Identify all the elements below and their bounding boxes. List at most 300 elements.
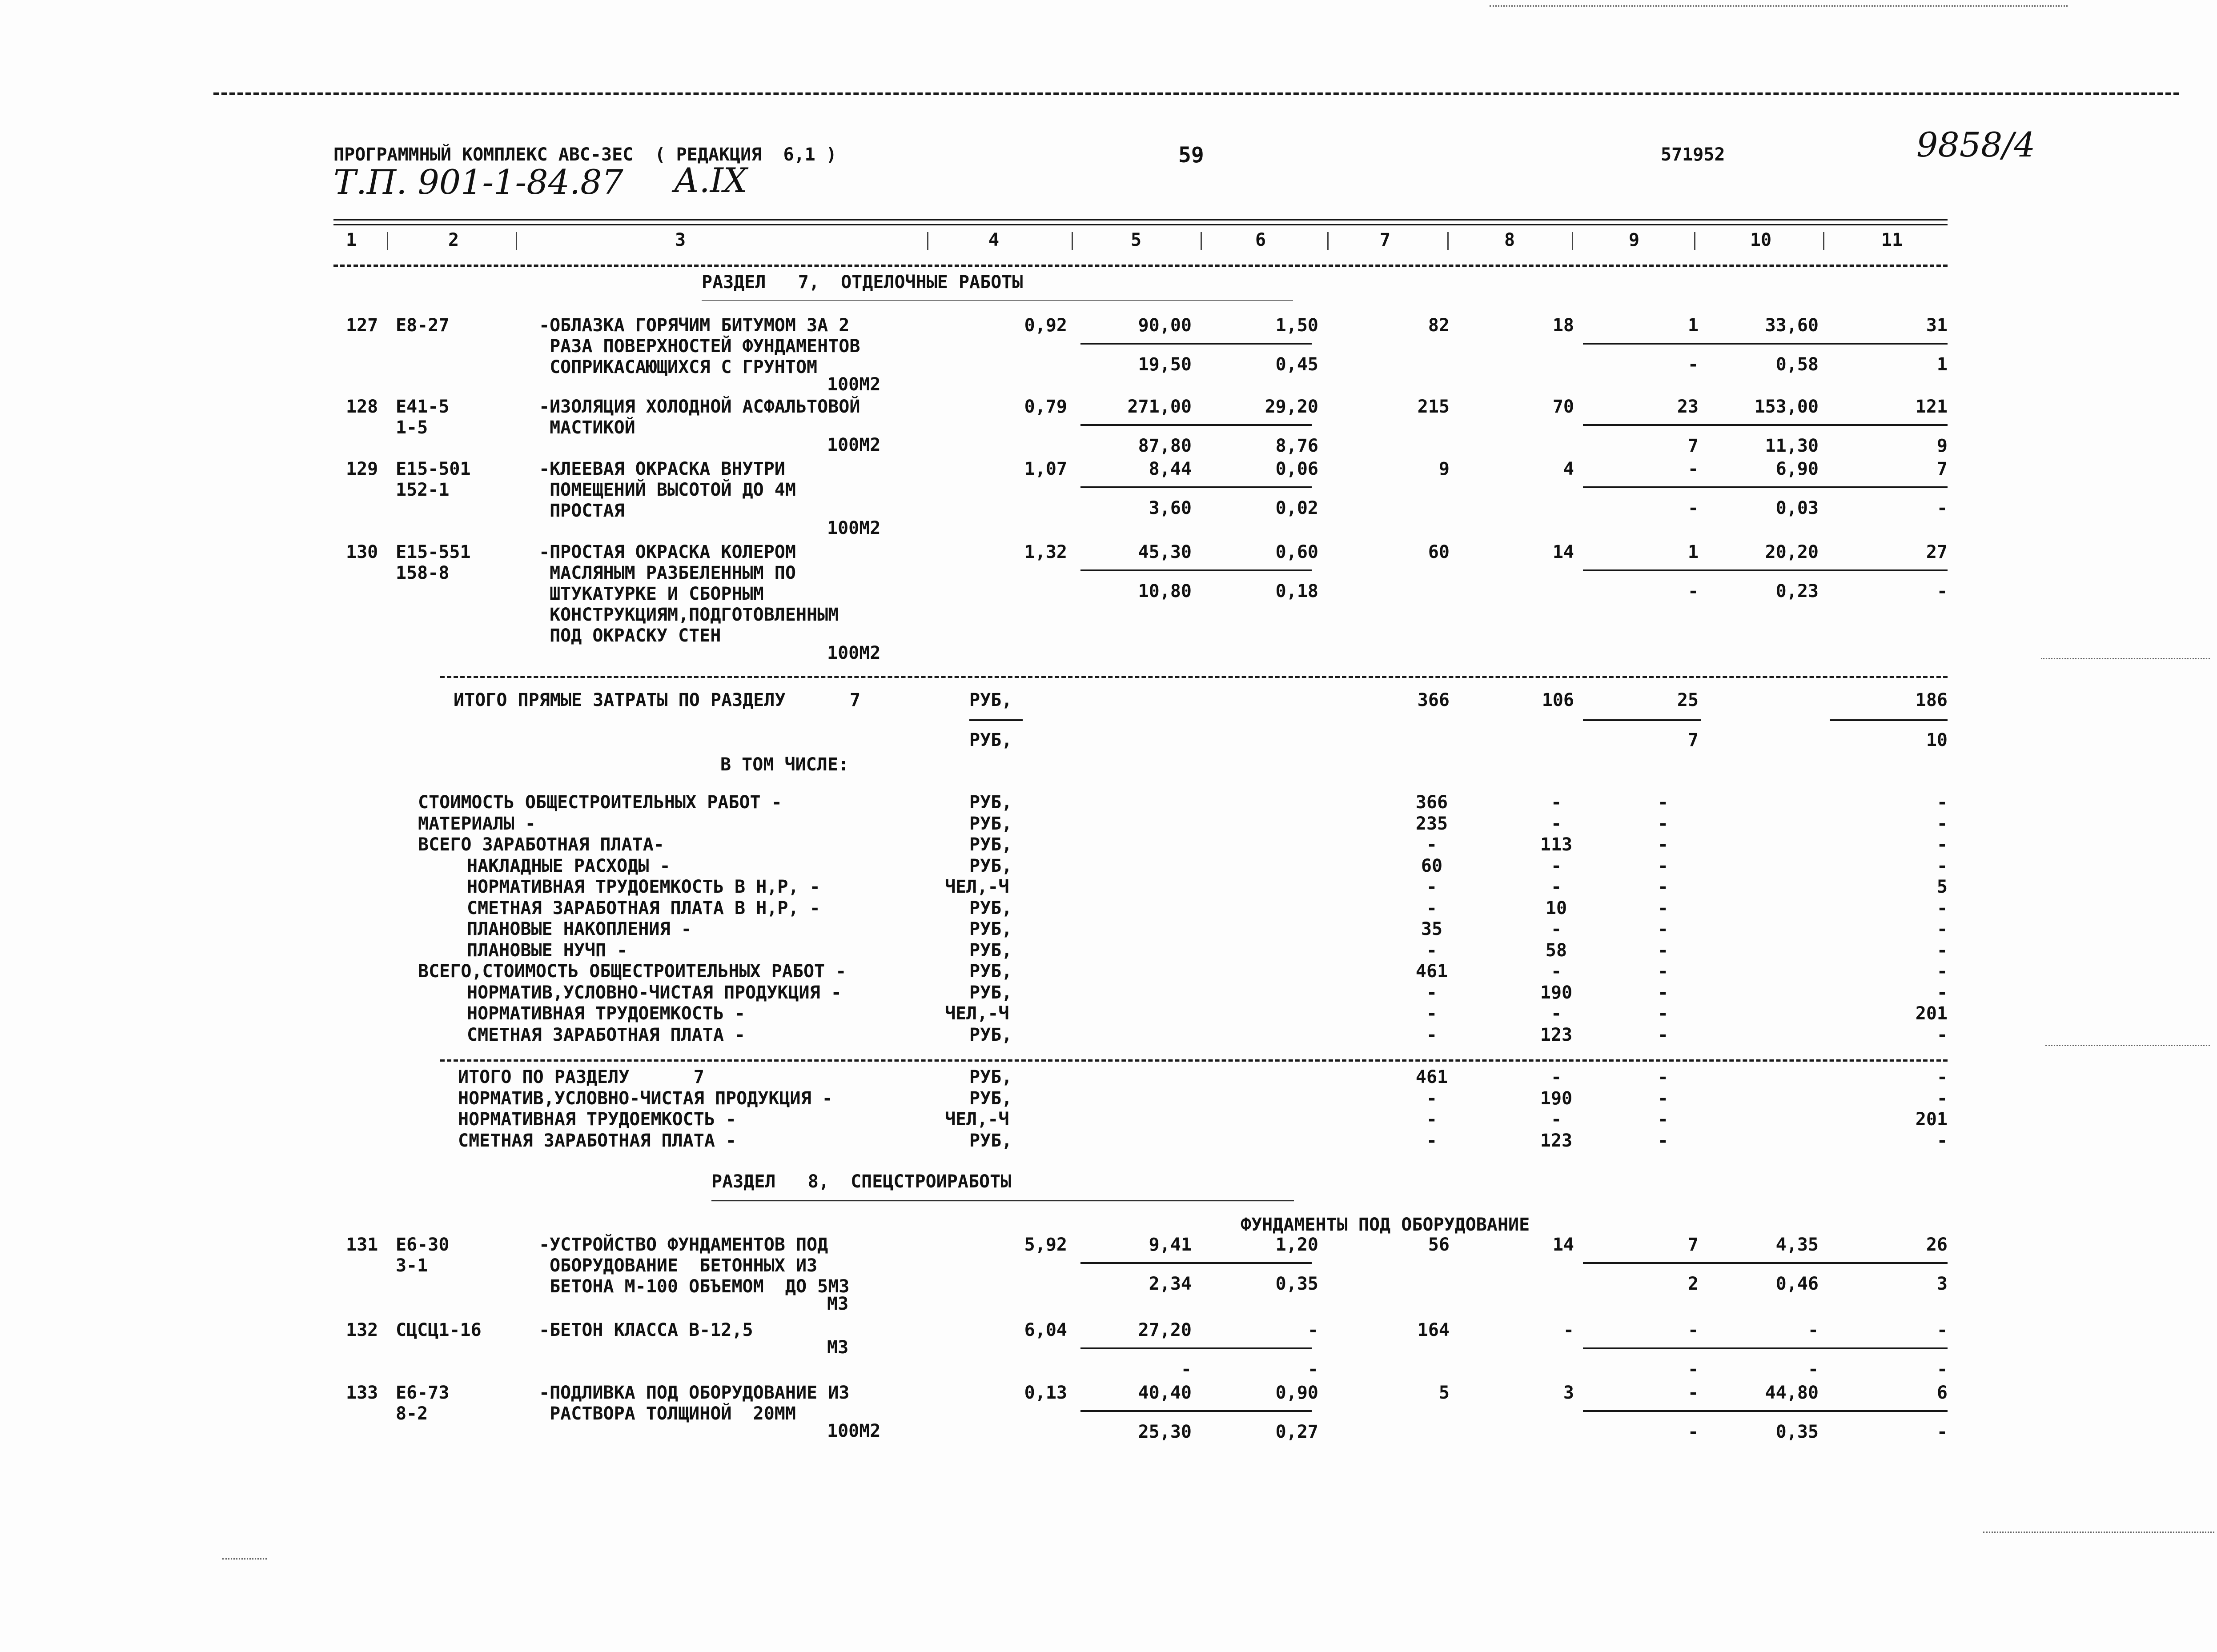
item-133-c8: 3	[1563, 1383, 1574, 1403]
item-132-c10b: -	[1807, 1359, 1819, 1379]
breakdown-col11: -	[1936, 982, 1948, 1003]
table-top-rule	[333, 219, 1948, 221]
item-unit: М3	[827, 1337, 849, 1358]
item-description: -КЛЕЕВАЯ ОКРАСКА ВНУТРИ	[539, 459, 785, 479]
breakdown-label: МАТЕРИАЛЫ -	[418, 813, 536, 834]
breakdown-unit: РУБ,	[969, 919, 1012, 939]
totals-col8: 123	[1540, 1130, 1573, 1151]
column-separator	[1694, 232, 1695, 250]
breakdown-col7: 235	[1415, 813, 1448, 834]
item-129-c7: 9	[1438, 459, 1450, 479]
item-127-c5b: 19,50	[1138, 354, 1192, 375]
breakdown-col11: 5	[1936, 877, 1948, 897]
item-code: 1-5	[396, 417, 428, 438]
totals-label: СМЕТНАЯ ЗАРАБОТНАЯ ПЛАТА -	[458, 1130, 737, 1151]
item-127-c8: 18	[1552, 315, 1574, 336]
section-7-title: РАЗДЕЛ 7, ОТДЕЛОЧНЫЕ РАБОТЫ	[702, 272, 1023, 293]
item-131-c5a: 9,41	[1149, 1235, 1192, 1255]
item-129-c10a: 6,90	[1775, 459, 1819, 479]
item-code: Е8-27	[396, 315, 450, 336]
item-description: БЕТОНА М-100 ОБЪЕМОМ ДО 5М3	[539, 1276, 850, 1297]
item-description: КОНСТРУКЦИЯМ,ПОДГОТОВЛЕННЫМ	[539, 605, 839, 625]
column-separator	[387, 232, 388, 250]
breakdown-col11: 201	[1915, 1003, 1948, 1024]
item-code: 3-1	[396, 1255, 428, 1276]
scan-artifact	[1983, 1532, 2214, 1533]
item-sub-rule	[1583, 569, 1948, 571]
item-128-c4: 0,79	[1024, 397, 1067, 417]
column-separator	[1201, 232, 1202, 250]
direct-costs-col11: 186	[1915, 690, 1948, 710]
item-132-c6b: -	[1307, 1359, 1318, 1379]
page-number: 59	[1178, 143, 1204, 168]
item-unit: 100М2	[827, 643, 881, 663]
breakdown-col7: 35	[1421, 919, 1443, 939]
breakdown-col8: -	[1550, 855, 1562, 876]
item-description: ОБОРУДОВАНИЕ БЕТОННЫХ ИЗ	[539, 1255, 818, 1276]
totals-col8: 190	[1540, 1088, 1573, 1109]
breakdown-col9: -	[1657, 919, 1669, 939]
item-132-c5b: -	[1181, 1359, 1192, 1379]
totals-col7: 461	[1415, 1067, 1448, 1087]
item-description: -ОБЛАЗКА ГОРЯЧИМ БИТУМОМ ЗА 2	[539, 315, 850, 336]
column-separator	[927, 232, 928, 250]
column-separator	[1572, 232, 1573, 250]
breakdown-unit: РУБ,	[969, 813, 1012, 834]
breakdown-col8: -	[1550, 877, 1562, 897]
handwritten-album: А.IX	[674, 160, 747, 200]
breakdown-col9: -	[1657, 898, 1669, 918]
item-description: -БЕТОН КЛАССА В-12,5	[539, 1320, 753, 1340]
item-129-c9a: -	[1687, 459, 1699, 479]
item-number: 129	[346, 459, 378, 479]
item-description: ШТУКАТУРКЕ И СБОРНЫМ	[539, 584, 764, 604]
column-header-8: 8	[1504, 230, 1515, 250]
item-128-c10b: 11,30	[1765, 436, 1819, 456]
item-code: Е15-551	[396, 542, 471, 562]
breakdown-label: НАКЛАДНЫЕ РАСХОДЫ -	[467, 855, 671, 876]
breakdown-unit: РУБ,	[969, 834, 1012, 855]
column-header-3: 3	[675, 230, 686, 250]
breakdown-col7: -	[1426, 1024, 1438, 1045]
column-separator	[516, 232, 517, 250]
breakdown-col7: 366	[1415, 792, 1448, 813]
item-number: 130	[346, 542, 378, 562]
breakdown-label: СТОИМОСТЬ ОБЩЕСТРОИТЕЛЬНЫХ РАБОТ -	[418, 792, 782, 813]
direct-costs-unit: РУБ,	[969, 690, 1012, 710]
item-code: Е6-30	[396, 1235, 450, 1255]
breakdown-col11: -	[1936, 792, 1948, 813]
item-128-c9b: 7	[1687, 436, 1699, 456]
breakdown-label: НОРМАТИВНАЯ ТРУДОЕМКОСТЬ В Н,Р, -	[467, 877, 820, 897]
item-number: 132	[346, 1320, 378, 1340]
item-129-c10b: 0,03	[1775, 498, 1819, 518]
item-sub-rule	[1583, 486, 1948, 488]
scan-artifact	[2045, 1045, 2210, 1046]
item-131-c4: 5,92	[1024, 1235, 1067, 1255]
item-131-c7: 56	[1428, 1235, 1450, 1255]
column-header-11: 11	[1881, 230, 1903, 250]
item-128-c11b: 9	[1936, 436, 1948, 456]
item-sub-rule	[1080, 569, 1312, 571]
item-sub-rule	[1080, 424, 1312, 426]
breakdown-label: НОРМАТИВ,УСЛОВНО-ЧИСТАЯ ПРОДУКЦИЯ -	[467, 982, 842, 1003]
breakdown-col11: -	[1936, 855, 1948, 876]
item-unit: 100М2	[827, 435, 881, 455]
totals-col9: -	[1657, 1088, 1669, 1109]
breakdown-col9: -	[1657, 961, 1669, 982]
column-header-2: 2	[448, 230, 459, 250]
item-130-c9b: -	[1687, 581, 1699, 601]
column-header-rule	[333, 265, 1948, 267]
breakdown-col8: 190	[1540, 982, 1573, 1003]
breakdown-col9: -	[1657, 982, 1669, 1003]
item-127-c10a: 33,60	[1765, 315, 1819, 336]
item-description: РАСТВОРА ТОЛЩИНОЙ 20ММ	[539, 1403, 796, 1424]
breakdown-col11: -	[1936, 940, 1948, 961]
item-number: 131	[346, 1235, 378, 1255]
item-130-c6a: 0,60	[1275, 542, 1318, 562]
item-129-c5a: 8,44	[1149, 459, 1192, 479]
item-129-c11b: -	[1936, 498, 1948, 518]
item-127-c6b: 0,45	[1275, 354, 1318, 375]
item-130-c10b: 0,23	[1775, 581, 1819, 601]
totals-unit: РУБ,	[969, 1088, 1012, 1109]
section-8-subtitle: ФУНДАМЕНТЫ ПОД ОБОРУДОВАНИЕ	[1241, 1215, 1530, 1235]
breakdown-col8: 58	[1545, 940, 1567, 961]
item-code: 158-8	[396, 563, 450, 583]
breakdown-col7: -	[1426, 898, 1438, 918]
item-code: 152-1	[396, 480, 450, 500]
direct-costs-col8: 106	[1542, 690, 1574, 710]
item-131-c10b: 0,46	[1775, 1274, 1819, 1294]
breakdown-col9: -	[1657, 1003, 1669, 1024]
breakdown-col7: -	[1426, 940, 1438, 961]
scan-artifact	[222, 1558, 267, 1560]
breakdown-label: ПЛАНОВЫЕ НУЧП -	[467, 940, 628, 961]
item-133-c4: 0,13	[1024, 1383, 1067, 1403]
totals-col11: 201	[1915, 1109, 1948, 1130]
breakdown-col8: 10	[1545, 898, 1567, 918]
breakdown-unit: РУБ,	[969, 961, 1012, 982]
item-131-c6a: 1,20	[1275, 1235, 1318, 1255]
section-8-title: РАЗДЕЛ 8, СПЕЦСТРОИРАБОТЫ	[711, 1171, 1012, 1192]
document-code: 571952	[1661, 144, 1725, 165]
totals-col9: -	[1657, 1130, 1669, 1151]
item-130-c10a: 20,20	[1765, 542, 1819, 562]
breakdown-col7: -	[1426, 982, 1438, 1003]
column-header-4: 4	[988, 230, 1000, 250]
item-132-c7: 164	[1417, 1320, 1450, 1340]
item-128-c6b: 8,76	[1275, 436, 1318, 456]
totals-col9: -	[1657, 1109, 1669, 1130]
item-132-c8: -	[1563, 1320, 1574, 1340]
breakdown-col9: -	[1657, 855, 1669, 876]
breakdown-col11: -	[1936, 1024, 1948, 1045]
item-description: -УСТРОЙСТВО ФУНДАМЕНТОВ ПОД	[539, 1235, 828, 1255]
breakdown-col7: 461	[1415, 961, 1448, 982]
item-description: -ПРОСТАЯ ОКРАСКА КОЛЕРОМ	[539, 542, 796, 562]
totals-col8: -	[1550, 1109, 1562, 1130]
breakdown-col8: -	[1550, 919, 1562, 939]
totals-unit: РУБ,	[969, 1067, 1012, 1087]
item-129-c8: 4	[1563, 459, 1574, 479]
totals-col11: -	[1936, 1067, 1948, 1087]
breakdown-col11: -	[1936, 898, 1948, 918]
direct-costs-sub-rule	[1583, 719, 1701, 721]
item-code: СЦСЦ1-16	[396, 1320, 482, 1340]
item-129-c11a: 7	[1936, 459, 1948, 479]
breakdown-col9: -	[1657, 940, 1669, 961]
totals-label: ИТОГО ПО РАЗДЕЛУ 7	[458, 1067, 704, 1087]
item-133-c9a: -	[1687, 1383, 1699, 1403]
item-129-c9b: -	[1687, 498, 1699, 518]
totals-col9: -	[1657, 1067, 1669, 1087]
item-127-c4: 0,92	[1024, 315, 1067, 336]
scan-top-line	[1490, 5, 2068, 7]
item-128-c9a: 23	[1677, 397, 1699, 417]
breakdown-label: СМЕТНАЯ ЗАРАБОТНАЯ ПЛАТА В Н,Р, -	[467, 898, 820, 918]
direct-costs-sub-rule	[1830, 719, 1948, 721]
item-131-c9a: 7	[1687, 1235, 1699, 1255]
handwritten-sheet-number: 9858/4	[1916, 125, 2036, 164]
breakdown-col8: -	[1550, 792, 1562, 813]
item-sub-rule	[1080, 1262, 1312, 1264]
breakdown-col7: -	[1426, 834, 1438, 855]
column-separator	[1823, 232, 1824, 250]
item-number: 133	[346, 1383, 378, 1403]
breakdown-unit: РУБ,	[969, 898, 1012, 918]
breakdown-col8: -	[1550, 1003, 1562, 1024]
item-133-c9b: -	[1687, 1422, 1699, 1442]
item-128-c11a: 121	[1915, 397, 1948, 417]
table-top-rule-2	[333, 224, 1948, 225]
totals-col11: -	[1936, 1130, 1948, 1151]
item-128-c8: 70	[1552, 397, 1574, 417]
direct-costs-col9-b: 7	[1687, 730, 1699, 750]
item-unit: 100М2	[827, 374, 881, 395]
column-header-1: 1	[345, 230, 357, 250]
direct-costs-sub-rule	[969, 719, 1023, 721]
item-description: ПРОСТАЯ	[539, 501, 625, 521]
column-separator	[1327, 232, 1329, 250]
item-129-c4: 1,07	[1024, 459, 1067, 479]
item-number: 128	[346, 397, 378, 417]
item-133-c10b: 0,35	[1775, 1422, 1819, 1442]
item-sub-rule	[1583, 1410, 1948, 1412]
item-127-c5a: 90,00	[1138, 315, 1192, 336]
breakdown-end-rule	[440, 1059, 1948, 1062]
handwritten-project-number: Т.П. 901-1-84.87	[333, 162, 623, 202]
item-sub-rule	[1080, 1347, 1312, 1349]
item-130-c9a: 1	[1687, 542, 1699, 562]
item-131-c9b: 2	[1687, 1274, 1699, 1294]
item-sub-rule	[1583, 343, 1948, 345]
item-131-c11a: 26	[1926, 1235, 1948, 1255]
item-description: -ПОДЛИВКА ПОД ОБОРУДОВАНИЕ ИЗ	[539, 1383, 850, 1403]
breakdown-col7: -	[1426, 1003, 1438, 1024]
item-number: 127	[346, 315, 378, 336]
breakdown-label: ПЛАНОВЫЕ НАКОПЛЕНИЯ -	[467, 919, 692, 939]
section-7-items-end-rule	[440, 676, 1948, 678]
column-header-5: 5	[1130, 230, 1142, 250]
breakdown-unit: РУБ,	[969, 940, 1012, 961]
totals-col8: -	[1550, 1067, 1562, 1087]
item-133-c11b: -	[1936, 1422, 1948, 1442]
column-separator	[1072, 232, 1073, 250]
item-127-c9a: 1	[1687, 315, 1699, 336]
item-132-c4: 6,04	[1024, 1320, 1067, 1340]
breakdown-unit: ЧЕЛ,-Ч	[945, 1003, 1009, 1024]
section-8-title-underline	[711, 1200, 1294, 1205]
breakdown-col9: -	[1657, 792, 1669, 813]
direct-costs-col9: 25	[1677, 690, 1699, 710]
item-130-c8: 14	[1552, 542, 1574, 562]
item-sub-rule	[1080, 486, 1312, 488]
item-128-c6a: 29,20	[1265, 397, 1318, 417]
item-132-c9b: -	[1687, 1359, 1699, 1379]
item-description: ПОМЕЩЕНИЙ ВЫСОТОЙ ДО 4М	[539, 480, 796, 500]
breakdown-col11: -	[1936, 834, 1948, 855]
item-131-c5b: 2,34	[1149, 1274, 1192, 1294]
item-code: 8-2	[396, 1403, 428, 1424]
totals-col7: -	[1426, 1088, 1438, 1109]
item-127-c10b: 0,58	[1775, 354, 1819, 375]
item-133-c11a: 6	[1936, 1383, 1948, 1403]
breakdown-col11: -	[1936, 813, 1948, 834]
item-130-c6b: 0,18	[1275, 581, 1318, 601]
item-133-c5b: 25,30	[1138, 1422, 1192, 1442]
breakdown-label: ВСЕГО ЗАРАБОТНАЯ ПЛАТА-	[418, 834, 664, 855]
item-132-c11b: -	[1936, 1359, 1948, 1379]
item-128-c5b: 87,80	[1138, 436, 1192, 456]
breakdown-label: ВСЕГО,СТОИМОСТЬ ОБЩЕСТРОИТЕЛЬНЫХ РАБОТ -	[418, 961, 847, 982]
item-132-c6a: -	[1307, 1320, 1318, 1340]
item-131-c8: 14	[1552, 1235, 1574, 1255]
item-132-c10a: -	[1807, 1320, 1819, 1340]
item-sub-rule	[1583, 1347, 1948, 1349]
item-unit: М3	[827, 1294, 849, 1314]
item-code: Е15-501	[396, 459, 471, 479]
item-code: Е41-5	[396, 397, 450, 417]
item-128-c7: 215	[1417, 397, 1450, 417]
item-description: СОПРИКАСАЮЩИХСЯ С ГРУНТОМ	[539, 357, 818, 377]
item-129-c5b: 3,60	[1149, 498, 1192, 518]
breakdown-col11: -	[1936, 961, 1948, 982]
item-133-c6a: 0,90	[1275, 1383, 1318, 1403]
item-133-c5a: 40,40	[1138, 1383, 1192, 1403]
item-description: ПОД ОКРАСКУ СТЕН	[539, 626, 721, 646]
item-127-c9b: -	[1687, 354, 1699, 375]
totals-unit: РУБ,	[969, 1130, 1012, 1151]
totals-col7: -	[1426, 1109, 1438, 1130]
item-129-c6b: 0,02	[1275, 498, 1318, 518]
item-code: Е6-73	[396, 1383, 450, 1403]
item-unit: 100М2	[827, 1421, 881, 1441]
scan-border-line	[213, 92, 2179, 95]
breakdown-col9: -	[1657, 813, 1669, 834]
program-header: ПРОГРАММНЫЙ КОМПЛЕКС АВС-ЗЕС ( РЕДАКЦИЯ 6,1 )	[333, 144, 837, 165]
section-7-title-underline	[702, 299, 1293, 303]
item-sub-rule	[1080, 343, 1312, 345]
column-header-9: 9	[1628, 230, 1640, 250]
direct-costs-unit-2: РУБ,	[969, 730, 1012, 750]
item-description: -ИЗОЛЯЦИЯ ХОЛОДНОЙ АСФАЛЬТОВОЙ	[539, 397, 860, 417]
item-131-c10a: 4,35	[1775, 1235, 1819, 1255]
breakdown-col7: -	[1426, 877, 1438, 897]
item-127-c7: 82	[1428, 315, 1450, 336]
including-label: В ТОМ ЧИСЛЕ:	[720, 754, 849, 775]
item-129-c6a: 0,06	[1275, 459, 1318, 479]
item-130-c11b: -	[1936, 581, 1948, 601]
column-header-10: 10	[1750, 230, 1772, 250]
breakdown-label: НОРМАТИВНАЯ ТРУДОЕМКОСТЬ -	[467, 1003, 746, 1024]
breakdown-unit: РУБ,	[969, 1024, 1012, 1045]
column-header-6: 6	[1255, 230, 1266, 250]
item-130-c11a: 27	[1926, 542, 1948, 562]
direct-costs-col7: 366	[1417, 690, 1450, 710]
item-description: МАСЛЯНЫМ РАЗБЕЛЕННЫМ ПО	[539, 563, 796, 583]
breakdown-col7: 60	[1421, 855, 1443, 876]
item-130-c5a: 45,30	[1138, 542, 1192, 562]
breakdown-col11: -	[1936, 919, 1948, 939]
item-sub-rule	[1583, 424, 1948, 426]
breakdown-col9: -	[1657, 1024, 1669, 1045]
totals-unit: ЧЕЛ,-Ч	[945, 1109, 1009, 1130]
item-sub-rule	[1080, 1410, 1312, 1412]
breakdown-col8: 113	[1540, 834, 1573, 855]
breakdown-col8: 123	[1540, 1024, 1573, 1045]
item-133-c7: 5	[1438, 1383, 1450, 1403]
item-133-c10a: 44,80	[1765, 1383, 1819, 1403]
breakdown-col9: -	[1657, 834, 1669, 855]
totals-label: НОРМАТИВ,УСЛОВНО-ЧИСТАЯ ПРОДУКЦИЯ -	[458, 1088, 833, 1109]
item-131-c11b: 3	[1936, 1274, 1948, 1294]
totals-label: НОРМАТИВНАЯ ТРУДОЕМКОСТЬ -	[458, 1109, 737, 1130]
totals-col11: -	[1936, 1088, 1948, 1109]
breakdown-unit: ЧЕЛ,-Ч	[945, 877, 1009, 897]
item-127-c11a: 31	[1926, 315, 1948, 336]
item-127-c6a: 1,50	[1275, 315, 1318, 336]
item-132-c11a: -	[1936, 1320, 1948, 1340]
item-description: МАСТИКОЙ	[539, 417, 635, 438]
item-130-c4: 1,32	[1024, 542, 1067, 562]
breakdown-col8: -	[1550, 813, 1562, 834]
item-132-c9a: -	[1687, 1320, 1699, 1340]
item-130-c7: 60	[1428, 542, 1450, 562]
breakdown-label: СМЕТНАЯ ЗАРАБОТНАЯ ПЛАТА -	[467, 1024, 746, 1045]
breakdown-col8: -	[1550, 961, 1562, 982]
scan-artifact	[2041, 658, 2210, 659]
totals-col7: -	[1426, 1130, 1438, 1151]
column-header-7: 7	[1379, 230, 1391, 250]
item-130-c5b: 10,80	[1138, 581, 1192, 601]
item-133-c6b: 0,27	[1275, 1422, 1318, 1442]
column-separator	[1447, 232, 1449, 250]
breakdown-unit: РУБ,	[969, 792, 1012, 813]
item-description: РАЗА ПОВЕРХНОСТЕЙ ФУНДАМЕНТОВ	[539, 336, 860, 357]
item-unit: 100М2	[827, 518, 881, 538]
direct-costs-col11-b: 10	[1926, 730, 1948, 750]
item-128-c5a: 271,00	[1127, 397, 1192, 417]
breakdown-unit: РУБ,	[969, 982, 1012, 1003]
breakdown-col9: -	[1657, 877, 1669, 897]
item-132-c5a: 27,20	[1138, 1320, 1192, 1340]
item-127-c11b: 1	[1936, 354, 1948, 375]
breakdown-unit: РУБ,	[969, 855, 1012, 876]
direct-costs-label: ИТОГО ПРЯМЫЕ ЗАТРАТЫ ПО РАЗДЕЛУ 7	[454, 690, 861, 710]
item-128-c10a: 153,00	[1754, 397, 1819, 417]
